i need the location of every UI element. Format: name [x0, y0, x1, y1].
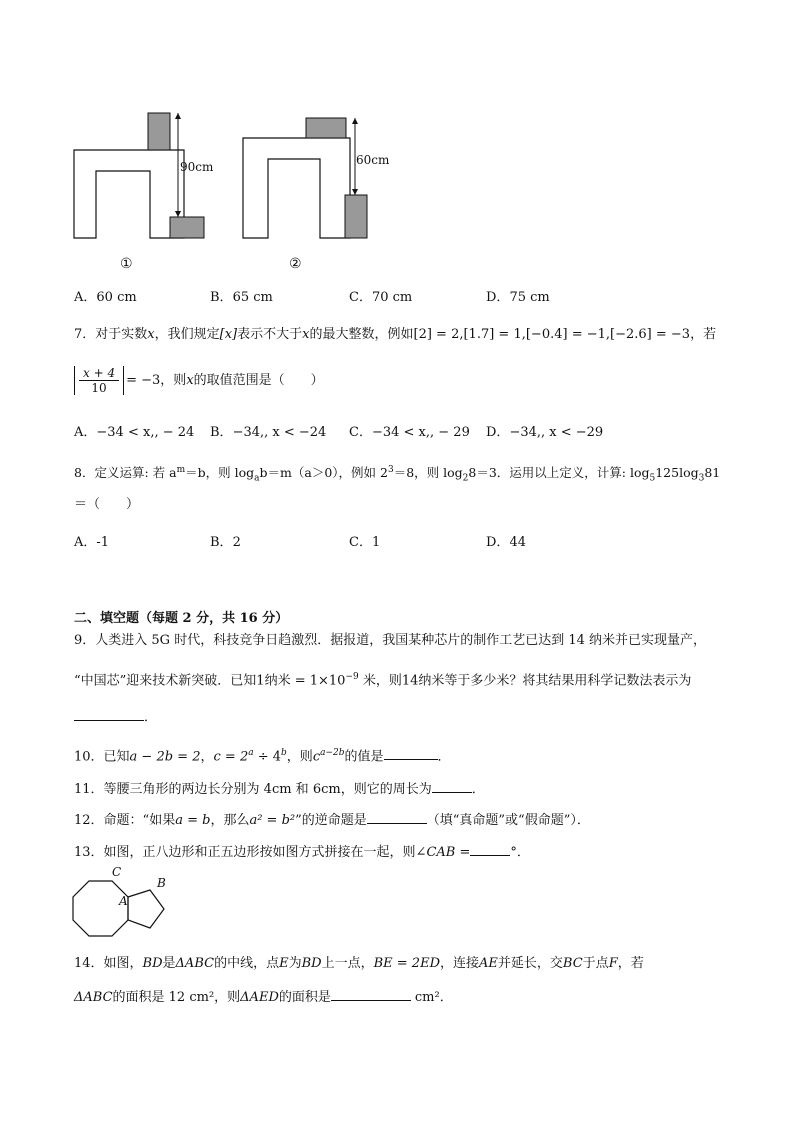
fig1-measure-label: 90cm	[180, 160, 214, 174]
q10-line: 10．已知a − 2b = 2，$c = 2^a \div 4^b$，则$c^{a-2b}$的值是 ．	[74, 744, 451, 766]
q14-line2: ΔABC的面积是 12 cm²，则ΔAED的面积是 cm²．	[74, 986, 453, 1007]
q8-line2: ＝（ ）	[74, 497, 140, 512]
q13-label-a: A	[119, 894, 128, 908]
q11-line: 11．等腰三角形的两边长分别为 4cm 和 6cm，则它的周长为 ．	[74, 778, 485, 799]
fig1-table	[74, 113, 204, 238]
q9-line2: “中国芯”迎来技术新突破．已知1纳米 = $1\times 10^{-9}$ 米，则14纳米等于多少米？将其结果用科学记数法表示为	[74, 672, 692, 689]
q8-option-c: C．1	[349, 535, 381, 550]
q8-option-b: B．2	[210, 535, 241, 550]
q9-line3: ．	[74, 706, 157, 727]
q7-line1: 7．对于实数x，我们规定[x]表示不大于x的最大整数，例如[2] = 2,[1.7] = 1,[−0.4] = −1,[−2.6] = −3，若	[74, 327, 717, 342]
q13-label-c: C	[112, 865, 122, 879]
fig1-label: ①	[120, 256, 133, 272]
q7-option-a: A．−34 < x,, − 24	[74, 425, 195, 440]
q6-option-c: C．70 cm	[349, 290, 413, 305]
q11-answer-blank[interactable]	[432, 778, 472, 793]
q7-option-c: C．−34 < x,, − 29	[349, 425, 470, 440]
q14-line1: 14．如图，BD是ΔABC的中线，点E为BD上一点，BE = 2ED，连接AE并延长，交BC于点F，若	[74, 956, 644, 971]
q6-option-d: D．75 cm	[486, 290, 550, 305]
q8-option-a: A．-1	[74, 535, 110, 550]
q12-answer-blank[interactable]	[367, 809, 427, 824]
q9-answer-blank[interactable]	[74, 706, 144, 721]
q8-line1: 8．定义运算: 若 $a^m=b$，则 $\log_ab=m(a>0)$，例如 $2^3=8$，则 $\log_28=3$．运用以上定义，计算: $\log_5125\log_381$	[74, 465, 721, 484]
pentagon-shape	[128, 890, 164, 928]
q6-option-a: A．60 cm	[74, 290, 137, 305]
q12-line: 12．命题：“如果a = b，那么a² = b²”的逆命题是 （填“真命题”或“假命题”）．	[74, 809, 590, 830]
q6-figure	[60, 105, 400, 280]
q13-label-b: B	[157, 876, 166, 890]
q14-answer-blank[interactable]	[331, 986, 411, 1001]
section-title: 二、填空题（每题 2 分，共 16 分）	[74, 611, 289, 626]
q7-option-b: B．−34,, x < −24	[210, 425, 327, 440]
q7-option-d: D．−34,, x < −29	[486, 425, 604, 440]
q9-line1: 9．人类进入 5G 时代，科技竞争日趋激烈．据报道，我国某种芯片的制作工艺已达到 14 纳米并已实现量产，	[74, 633, 706, 648]
fig2-table	[243, 118, 367, 238]
q10-answer-blank[interactable]	[384, 745, 438, 760]
q8-option-d: D．44	[486, 535, 526, 550]
octagon-shape	[73, 881, 128, 936]
q13-answer-blank[interactable]	[470, 841, 510, 856]
q7-line2: $\frac{x + 4}{10}$ = −3 ，则 x 的取值范围是（ ）	[74, 366, 324, 395]
fig2-measure-label: 60cm	[356, 153, 390, 167]
fig2-label: ②	[289, 256, 302, 272]
q6-option-b: B．65 cm	[210, 290, 273, 305]
q7-fraction: $\frac{x + 4}{10}$	[79, 366, 119, 395]
q13-line: 13．如图，正八边形和正五边形按如图方式拼接在一起，则∠CAB = °．	[74, 841, 530, 862]
